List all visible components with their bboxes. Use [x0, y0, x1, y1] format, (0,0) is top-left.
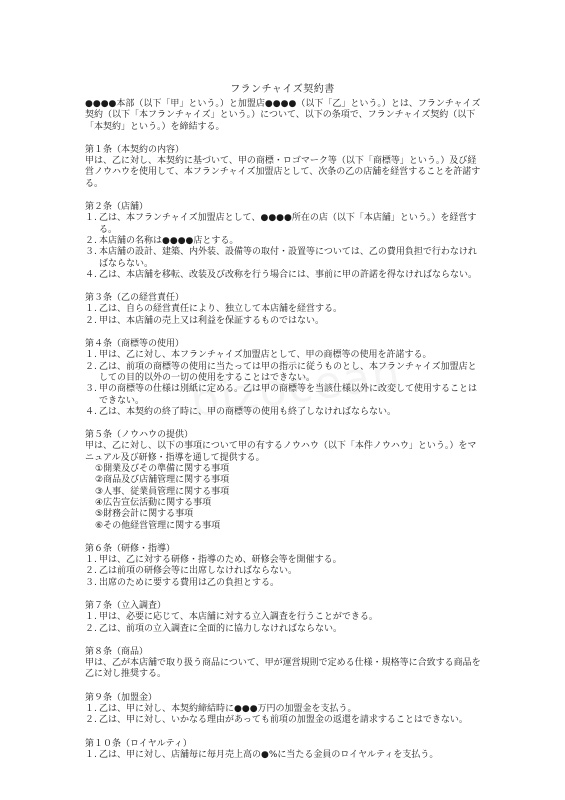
- clause-text: 甲の商標等の仕様は別紙に定める。乙は甲の商標等を当該仕様以外に改変して使用することはできない。: [99, 384, 478, 406]
- clause: [85, 270, 485, 281]
- clause: [85, 247, 485, 270]
- article-6: [85, 544, 485, 589]
- article-heading: 第３条（乙の経営責任）: [85, 293, 185, 304]
- article-4: [85, 339, 485, 418]
- clause-number: １.: [85, 704, 97, 715]
- document-body: [85, 99, 485, 761]
- clause-number: ４.: [85, 269, 97, 280]
- clause-text: 甲は、必要に応じて、本店舗に対する立入調査を行うことができる。: [99, 612, 378, 623]
- clause-number: １.: [85, 350, 97, 361]
- clause-text: 乙は、甲に対し、いかなる理由があっても前項の加盟金の返還を請求することはできない。: [99, 715, 468, 726]
- article-heading: 第１条（本契約の内容）: [85, 144, 185, 155]
- document-title: フランチャイズ契約書: [230, 84, 335, 95]
- sub-item: ③人事、従業員管理に関する事項: [95, 486, 230, 497]
- clause-number: ２.: [85, 623, 97, 634]
- clause-number: ４.: [85, 406, 97, 417]
- clause: [85, 316, 485, 327]
- article-9: [85, 693, 485, 727]
- clause-number: ２.: [85, 566, 97, 577]
- articles-list: [85, 145, 485, 761]
- clause: [85, 750, 485, 761]
- clause-text: 本店舗の名称は●●●●店とする。: [99, 235, 239, 246]
- clause-text: 出席のために要する費用は乙の負担とする。: [99, 577, 280, 588]
- clause: [85, 407, 485, 418]
- article-heading: 第５条（ノウハウの提供）: [85, 430, 194, 441]
- clause: [85, 624, 485, 635]
- article-1: [85, 145, 485, 190]
- clause-text: 甲は、乙に対し、本フランチャイズ加盟店として、甲の商標等の使用を許諾する。: [99, 350, 432, 361]
- clause-text: 甲は、乙に対する研修・指導のため、研修会等を開催する。: [99, 555, 342, 566]
- sub-item: ④広告宣伝活動に関する事項: [95, 497, 212, 508]
- article-5: [85, 430, 485, 532]
- article-body: 甲は、乙に対し、本契約に基づいて、甲の商標・ロゴマーク等（以下「商標等」という。）及び経営ノウハウを使用して、本フランチャイズ加盟店として、次条の乙の店舗を経営することを許諾する。: [85, 156, 481, 189]
- clause-number: ３.: [85, 247, 97, 258]
- article-7: [85, 601, 485, 635]
- article-8: [85, 647, 485, 681]
- clause-number: ２.: [85, 315, 97, 326]
- clause-number: １.: [85, 555, 97, 566]
- clause-number: １.: [85, 612, 97, 623]
- clause-text: 乙は前項の研修会等に出席しなければならない。: [99, 566, 298, 577]
- article-heading: 第２条（店舗）: [85, 202, 149, 213]
- clause-number: ２.: [85, 361, 97, 372]
- clause: [85, 362, 485, 385]
- clause: [85, 578, 485, 589]
- clause-text: 乙は、甲に対し、店舗毎に毎月売上高の●%に当たる金員のロイヤルティを支払う。: [99, 749, 439, 760]
- article-heading: 第７条（立入調査）: [85, 600, 167, 611]
- clause-number: １.: [85, 304, 97, 315]
- clause-number: １.: [85, 749, 97, 760]
- clause-number: ３.: [85, 577, 97, 588]
- article-heading: 第６条（研修・指導）: [85, 543, 176, 554]
- article-heading: 第９条（加盟金）: [85, 692, 158, 703]
- sub-item: ⑤財務会計に関する事項: [95, 509, 194, 520]
- clause: [85, 704, 485, 715]
- clause: [85, 213, 485, 236]
- sub-item: ②商品及び店舗管理に関する事項: [95, 475, 230, 486]
- clause-text: 乙は、前項の立入調査に全面的に協力しなければならない。: [99, 623, 343, 634]
- clause-number: ２.: [85, 235, 97, 246]
- clause: [85, 350, 485, 361]
- preamble: ●●●●本部（以下「甲」という。）と加盟店●●●●（以下「乙」という。）とは、フランチャイズ契約（以下「本フランチャイズ」という。）について、以下の条項で、フランチャイズ契約（以下「本契約」という。）を締結する。: [85, 99, 481, 132]
- clause-number: １.: [85, 213, 97, 224]
- article-2: [85, 202, 485, 281]
- clause-text: 甲は、本店舗の売上又は利益を保証するものではない。: [99, 315, 325, 326]
- article-3: [85, 293, 485, 327]
- clause: [85, 236, 485, 247]
- clause: [85, 555, 485, 566]
- article-body: 甲は、乙が本店舗で取り扱う商品について、甲が運営規則で定める仕様・規格等に合致する商品を乙に対し推奨する。: [85, 658, 481, 680]
- clause-text: 乙は、本フランチャイズ加盟店として、●●●●所在の店（以下「本店舗」という。）を経営する。: [99, 213, 477, 235]
- clause-text: 乙は、本店舗を移転、改装及び改称を行う場合には、事前に甲の許諾を得なければならない。: [99, 269, 478, 280]
- article-heading: 第４条（商標等の使用）: [85, 339, 185, 350]
- article-10: [85, 739, 485, 762]
- article-heading: 第１０条（ロイヤルティ）: [85, 738, 192, 749]
- clause-text: 乙は、本契約の終了時に、甲の商標等の使用も終了しなければならない。: [99, 406, 397, 417]
- clause: [85, 304, 485, 315]
- sub-item: ①開業及びその準備に関する事項: [95, 464, 230, 475]
- article-body: 甲は、乙に対し、以下の事項について甲の有するノウハウ（以下「本件ノウハウ」という。）をマニュアル及び研修・指導を通して提供する。: [85, 441, 477, 463]
- sub-item: ⑥その他経営管理に関する事項: [95, 520, 221, 531]
- clause: [85, 612, 485, 623]
- clause-text: 乙は、前項の商標等の使用に当たっては甲の指示に従うものとし、本フランチャイズ加盟店としての目的以外の一切の使用をすることはできない。: [99, 361, 477, 383]
- clause-number: ３.: [85, 384, 97, 395]
- article-heading: 第８条（商品）: [85, 646, 149, 657]
- clause: [85, 566, 485, 577]
- clause-text: 乙は、甲に対し、本契約締結時に●●●万円の加盟金を支払う。: [99, 704, 357, 715]
- clause-number: ２.: [85, 715, 97, 726]
- clause-text: 本店舗の設計、建築、内外装、設備等の取付・設置等については、乙の費用負担で行わなければならない。: [99, 247, 477, 269]
- clause: [85, 715, 485, 726]
- clause: [85, 384, 485, 407]
- clause-text: 乙は、自らの経営責任により、独立して本店舗を経営する。: [99, 304, 343, 315]
